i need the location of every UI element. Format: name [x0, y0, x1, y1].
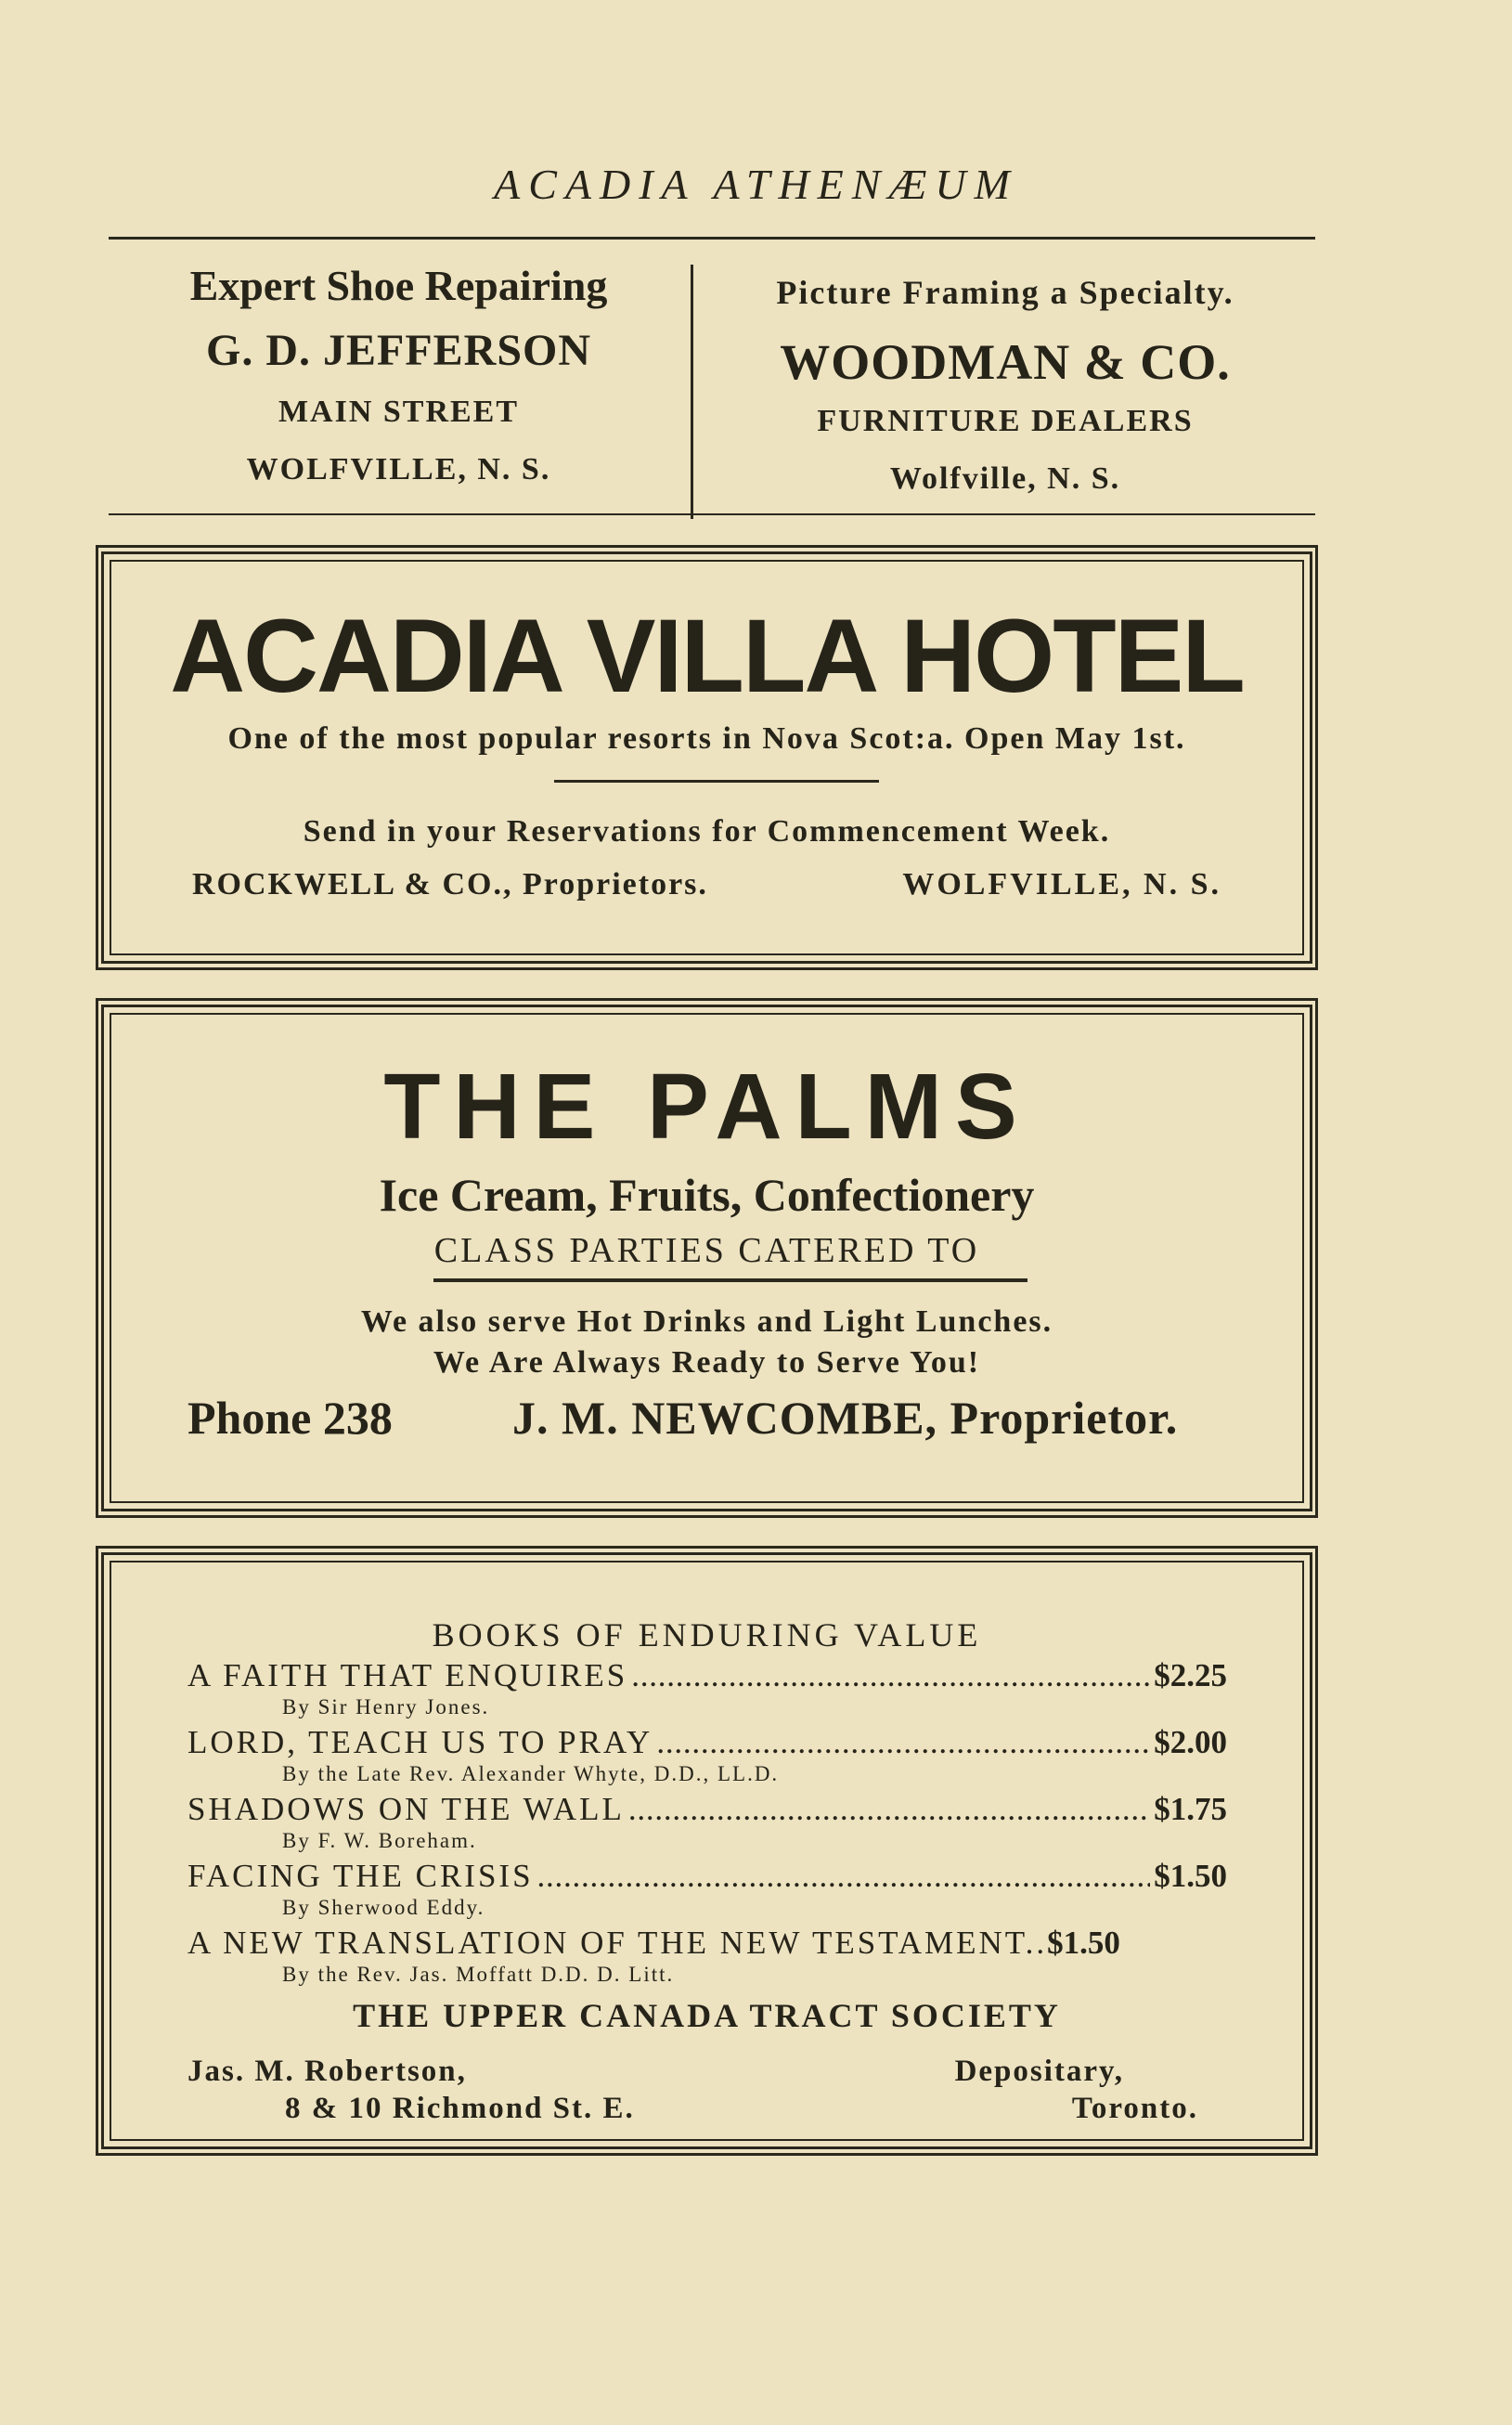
shoe-repair-street: MAIN STREET — [278, 395, 520, 429]
book-title: SHADOWS ON THE WALL — [187, 1791, 625, 1827]
furniture-town: Wolfville, N. S. — [889, 461, 1121, 496]
palms-class-parties: CLASS PARTIES CATERED TO — [433, 1231, 980, 1270]
depositary-role: Depositary, — [954, 2055, 1124, 2088]
hotel-tagline: One of the most popular resorts in Nova Scot:a. Open May 1st. — [227, 721, 1186, 756]
palms-proprietor: J. M. NEWCOMBE, Proprietor. — [512, 1392, 1179, 1444]
book-list — [187, 1657, 1227, 1991]
book-author: By Sherwood Eddy. — [282, 1896, 485, 1919]
palms-ad — [96, 998, 1318, 1518]
book-title: FACING THE CRISIS — [187, 1858, 534, 1894]
furniture-business: FURNITURE DEALERS — [817, 404, 1194, 438]
book-item — [187, 1858, 1227, 1925]
book-item — [187, 1657, 1227, 1724]
shoe-repair-town: WOLFVILLE, N. S. — [246, 452, 551, 486]
depositary-name: Jas. M. Robertson, — [187, 2055, 467, 2088]
shoe-repair-name: G. D. JEFFERSON — [205, 326, 592, 375]
book-row — [187, 1791, 1227, 1828]
society-name: THE UPPER CANADA TRACT SOCIETY — [353, 1997, 1061, 2034]
hotel-proprietors: ROCKWELL & CO., Proprietors. — [192, 867, 708, 901]
palms-subtitle: Ice Cream, Fruits, Confectionery — [379, 1169, 1035, 1221]
book-author: By the Rev. Jas. Moffatt D.D. D. Litt. — [282, 1963, 675, 1986]
leader-dots — [656, 1724, 1150, 1761]
book-price: $2.25 — [1154, 1657, 1227, 1693]
hotel-ad — [96, 545, 1318, 970]
book-item — [187, 1724, 1227, 1791]
top-ads-strip — [109, 237, 1315, 515]
depositary-city: Toronto. — [1071, 2092, 1198, 2125]
book-author: By the Late Rev. Alexander Whyte, D.D., LL.D. — [282, 1762, 780, 1785]
book-row — [187, 1925, 1227, 1962]
book-title: LORD, TEACH US TO PRAY — [187, 1724, 653, 1760]
furniture-headline: Picture Framing a Specialty. — [776, 274, 1234, 311]
book-row — [187, 1724, 1227, 1761]
hotel-reservations: Send in your Reservations for Commencement Week. — [303, 814, 1111, 849]
book-price: $1.75 — [1154, 1791, 1227, 1827]
bottom-rule — [109, 513, 1315, 515]
hotel-divider — [554, 780, 879, 783]
top-rule — [109, 237, 1315, 240]
book-title: A FAITH THAT ENQUIRES — [187, 1657, 628, 1693]
depositary-address: 8 & 10 Richmond St. E. — [285, 2092, 635, 2125]
palms-ready: We Are Always Ready to Serve You! — [433, 1345, 981, 1380]
book-title: A NEW TRANSLATION OF THE NEW TESTAMENT.. — [187, 1925, 1048, 1961]
hotel-town: WOLFVILLE, N. S. — [902, 867, 1221, 901]
furniture-ad — [695, 253, 1315, 508]
book-row — [187, 1858, 1227, 1895]
palms-underline — [433, 1278, 1027, 1282]
shoe-repair-headline: Expert Shoe Repairing — [189, 262, 608, 309]
book-author: By F. W. Boreham. — [282, 1829, 477, 1852]
leader-dots — [537, 1858, 1151, 1895]
books-heading: BOOKS OF ENDURING VALUE — [432, 1616, 982, 1653]
book-row — [187, 1657, 1227, 1694]
book-item — [187, 1925, 1227, 1991]
leader-dots — [628, 1791, 1150, 1828]
palms-phone: Phone 238 — [187, 1392, 393, 1444]
book-price: $1.50 — [1047, 1925, 1120, 1961]
book-item — [187, 1791, 1227, 1858]
books-ad — [96, 1546, 1318, 2156]
hotel-title: ACADIA VILLA HOTEL — [170, 598, 1244, 714]
book-price: $1.50 — [1154, 1858, 1227, 1894]
shoe-repair-ad — [109, 253, 689, 499]
furniture-name: WOODMAN & CO. — [780, 334, 1231, 390]
leader-dots — [631, 1657, 1150, 1694]
column-divider — [691, 265, 693, 519]
palms-title: THE PALMS — [383, 1055, 1030, 1159]
palms-also: We also serve Hot Drinks and Light Lunches. — [360, 1304, 1053, 1339]
book-price: $2.00 — [1154, 1724, 1227, 1760]
running-head: ACADIA ATHENÆUM — [494, 161, 1018, 208]
book-author: By Sir Henry Jones. — [282, 1695, 490, 1718]
